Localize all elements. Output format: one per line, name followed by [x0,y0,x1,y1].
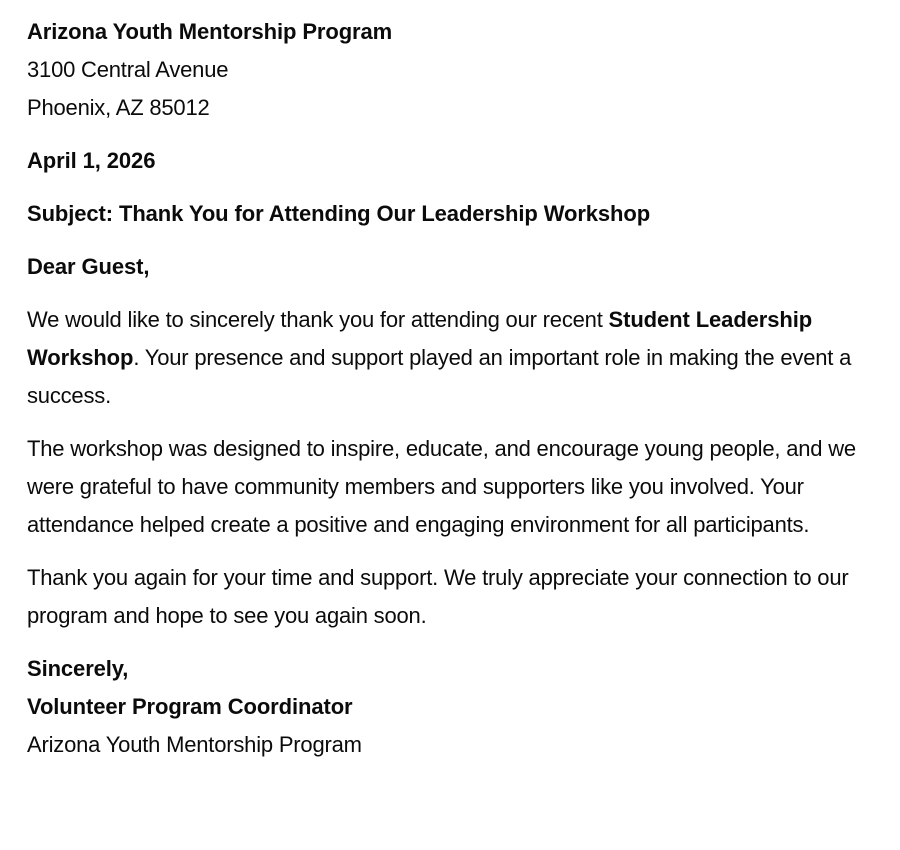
org-name: Arizona Youth Mentorship Program [27,19,393,44]
letter-date: April 1, 2026 [27,148,156,173]
paragraph-1 [27,301,872,415]
signer-title: Volunteer Program Coordinator [27,694,353,719]
signer-org: Arizona Youth Mentorship Program [27,732,362,757]
paragraph-3: Thank you again for your time and support. We truly appreciate your connection to our program and hope to see you again soon. [27,565,849,628]
paragraph-1-bold-phrase: Student Leadership Workshop [27,307,813,370]
letterhead [27,13,872,127]
paragraph-1-text: We would like to sincerely thank you for attending our recent [27,307,609,332]
closing: Sincerely, [27,656,129,681]
address-line-1: 3100 Central Avenue [27,57,229,82]
subject-line: Subject: Thank You for Attending Our Leadership Workshop [27,201,651,226]
paragraph-1-text-after: . Your presence and support played an important role in making the event a success. [27,345,852,408]
signature-block [27,650,872,764]
paragraph-2: The workshop was designed to inspire, educate, and encourage young people, and we were grateful to have community members and supporters like you involved. Your attendance helped create a positive and engaging environment for all participants. [27,436,856,537]
salutation: Dear Guest, [27,254,150,279]
address-line-2: Phoenix, AZ 85012 [27,95,210,120]
